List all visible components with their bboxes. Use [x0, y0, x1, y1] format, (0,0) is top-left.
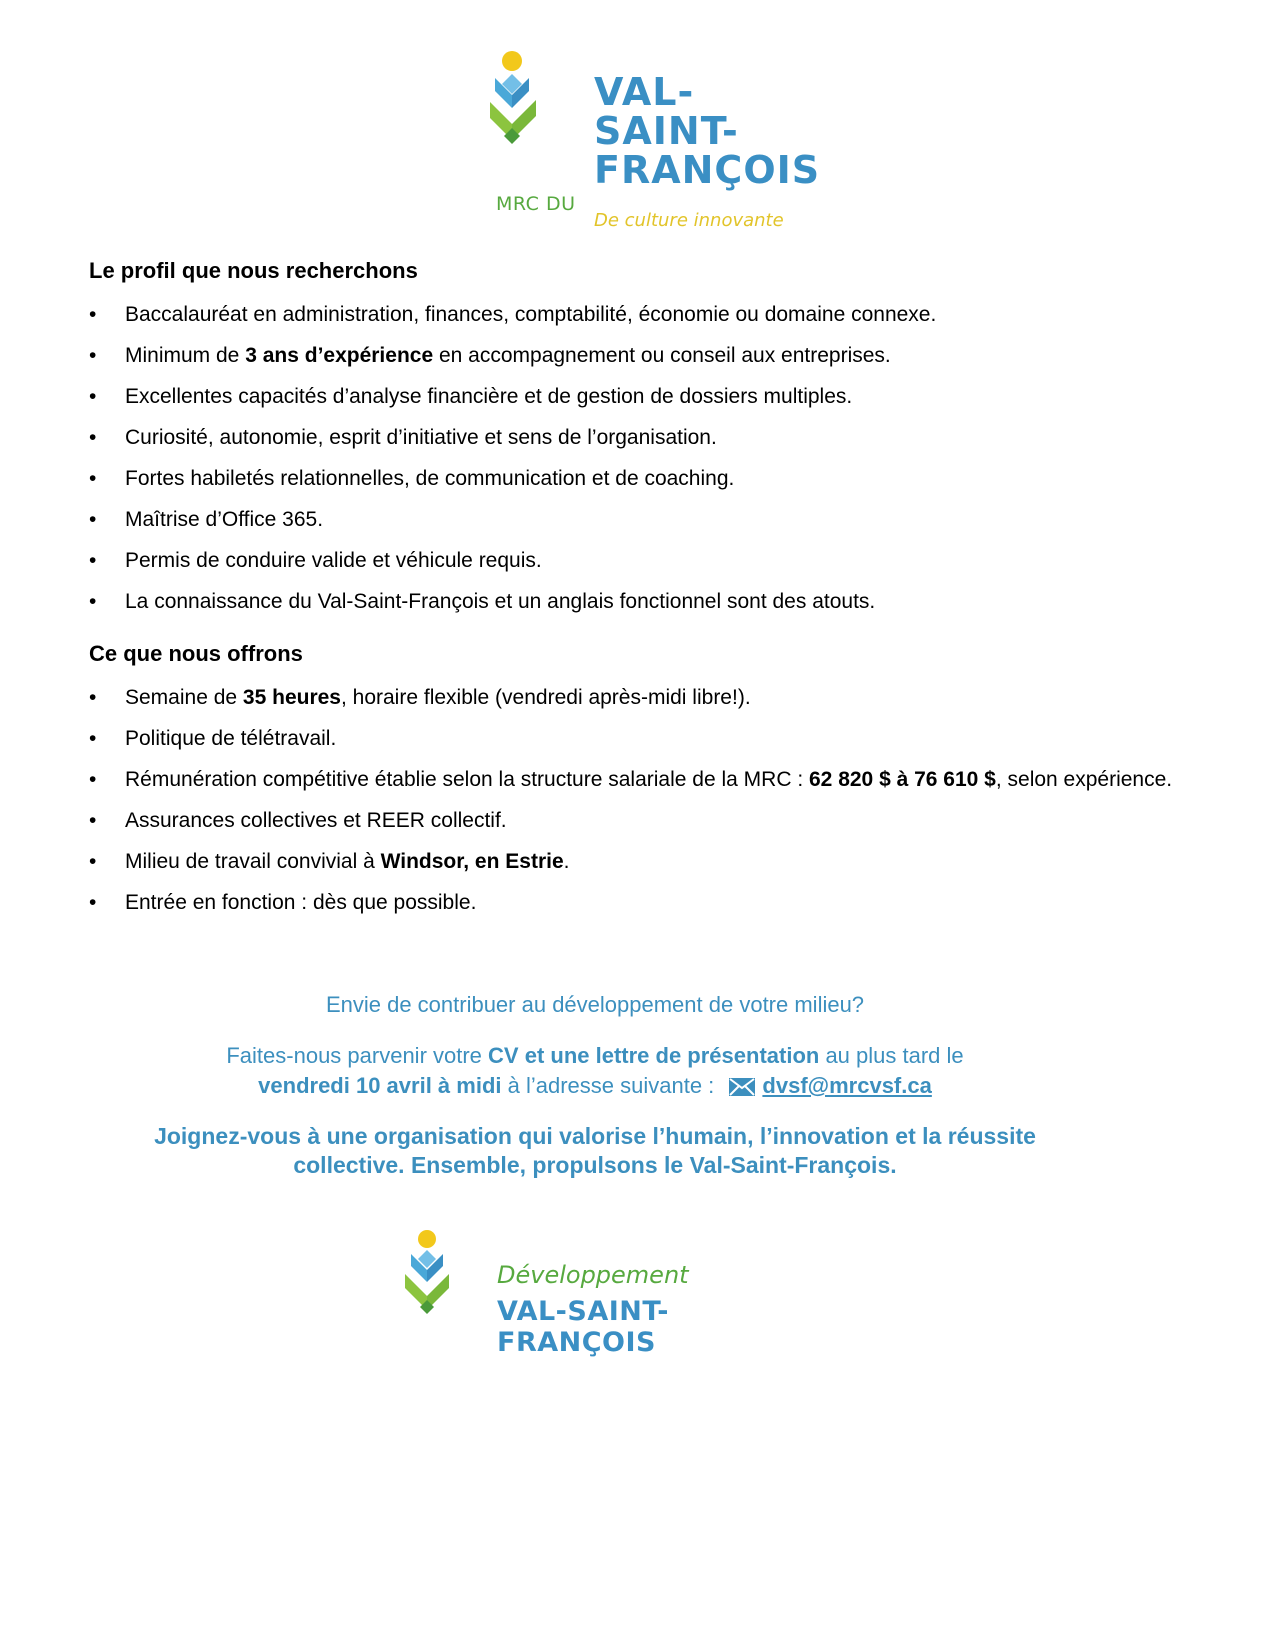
profile-title: Le profil que nous recherchons: [89, 258, 418, 283]
deadline: vendredi 10 avril à midi: [258, 1073, 502, 1098]
logo-tagline: De culture innovante: [594, 210, 784, 231]
list-item: • Entrée en fonction : dès que possible.: [89, 889, 1199, 916]
development-leaf-logo-icon: [405, 1228, 485, 1323]
list-item: • Milieu de travail convivial à Windsor, en Estrie.: [89, 848, 1199, 875]
list-item: • Minimum de 3 ans d’expérience en accompagnement ou conseil aux entreprises.: [89, 342, 1199, 369]
list-item: • Assurances collectives et REER collectif.: [89, 807, 1199, 834]
mrc-leaf-logo-icon: [490, 48, 580, 153]
cta-closing: Joignez-vous à une organisation qui valorise l’humain, l’innovation et la réussite collective. Ensemble, propulsons le Val-Saint-François.: [154, 1123, 1036, 1178]
cta-apply: Faites-nous parvenir votre CV et une lettre de présentation au plus tard le vendredi 10 avril à midi à l’adresse suivante : dvsf@mrcvsf.ca: [226, 1043, 964, 1098]
email-link[interactable]: dvsf@mrcvsf.ca: [762, 1073, 932, 1098]
mrc-logo: [490, 48, 821, 238]
profile-list: [89, 301, 1199, 629]
logo-name-line: VAL-SAINT-FRANÇOIS: [497, 1296, 670, 1358]
development-logo: [405, 1228, 805, 1358]
offer-list: [89, 684, 1199, 930]
logo-line2: SAINT-: [594, 109, 739, 153]
list-item: • Maîtrise d’Office 365.: [89, 506, 1199, 533]
offer-title: Ce que nous offrons: [89, 641, 303, 666]
list-item: • Fortes habiletés relationnelles, de communication et de coaching.: [89, 465, 1199, 492]
logo-line1: VAL-: [594, 70, 695, 114]
list-item: • Semaine de 35 heures, horaire flexible (vendredi après-midi libre!).: [89, 684, 1199, 711]
logo-line3: FRANÇOIS: [594, 148, 821, 192]
list-item: • Curiosité, autonomie, esprit d’initiative et sens de l’organisation.: [89, 424, 1199, 451]
list-item: • Permis de conduire valide et véhicule requis.: [89, 547, 1199, 574]
list-item: • La connaissance du Val-Saint-François et un anglais fonctionnel sont des atouts.: [89, 588, 1199, 615]
list-item: • Rémunération compétitive établie selon la structure salariale de la MRC : 62 820 $ à 76 610 $, selon expérience.: [89, 766, 1199, 793]
list-item: • Baccalauréat en administration, finances, comptabilité, économie ou domaine connexe.: [89, 301, 1199, 328]
envelope-icon: [728, 1077, 756, 1097]
list-item: • Excellentes capacités d’analyse financière et de gestion de dossiers multiples.: [89, 383, 1199, 410]
logo-dev-line: Développement: [497, 1261, 689, 1289]
logo-prefix: MRC DU: [496, 193, 576, 215]
cta-question: Envie de contribuer au développement de votre milieu?: [325, 992, 865, 1017]
list-item: • Politique de télétravail.: [89, 725, 1199, 752]
